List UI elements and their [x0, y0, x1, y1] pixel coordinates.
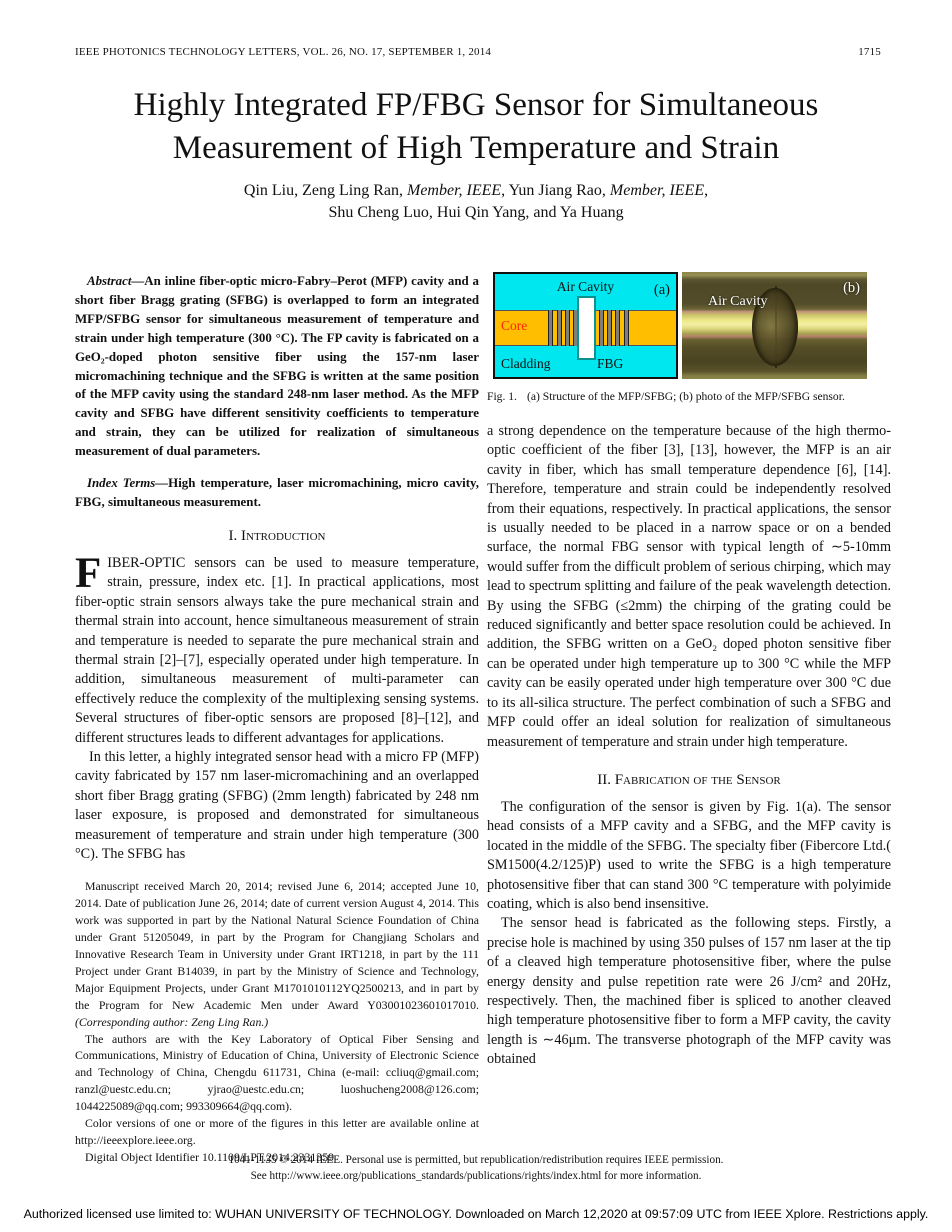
author-list — [0, 180, 952, 224]
footnote-manuscript-text: Manuscript received March 20, 2014; revised June 6, 2014; accepted June 10, 2014. Date of publication June 26, 2014; date of current version August 4, 2014. This work was supported in part by the National Natural Science Foundation of China under Grant 51205049, in part by the Program for Changjiang Scholars and Innovative Research Team in University under Grant IRT1218, in part by the 111 Project under Grant B14039, in part by the Ministry of Science and Technology, Major Equipment Projects, under Grant M1701010112YQ2500213, and in part by the Program for New Academic Men under Award Y03001023601017010. — [75, 879, 479, 1012]
fbg-grating-stripe — [599, 310, 604, 346]
author-names: Qin Liu, Zeng Ling Ran, — [243, 182, 407, 199]
figure-1-panels — [493, 272, 867, 379]
author-line2: Shu Cheng Luo, Hui Qin Yang, and Ya Huang — [328, 204, 624, 221]
intro-paragraph-2: In this letter, a highly integrated sensor head with a micro FP (MFP) cavity fabricated by 157 nm laser-micromachining and an overlapped short fiber Bragg grating (SFBG) (2mm length) fabricated by 248 nm laser exposure, is proposed and demonstrated for simultaneous measurement of temperature and strain under high temperature (300 °C). The SFBG has — [75, 748, 479, 862]
index-terms — [75, 474, 479, 512]
left-column — [75, 272, 479, 1166]
journal-citation: IEEE PHOTONICS TECHNOLOGY LETTERS, VOL. 26, NO. 17, SEPTEMBER 1, 2014 — [75, 46, 492, 58]
right-column — [487, 272, 891, 1070]
corresponding-author-note: (Corresponding author: Zeng Ling Ran.) — [75, 1014, 269, 1029]
member-designation: Member, IEEE — [406, 182, 502, 199]
photo-air-cavity-label: Air Cavity — [708, 294, 768, 309]
author-names: , Yun Jiang Rao, — [501, 182, 610, 199]
fbg-grating-stripe — [607, 310, 612, 346]
section-heading-introduction: I. Introduction — [228, 527, 326, 544]
section-heading-fabrication: II. Fabrication of the Sensor — [597, 771, 781, 788]
figure-1a-structure-diagram — [493, 272, 678, 379]
continued-paragraph: a strong dependence on the temperature because of the high thermo-optic coefficient of the fiber [3], [13], however, the MFP is an air cavity in fiber, which has small temperature dependence [6], [14]. Therefore, temperature and strain could be independently resolved from their equations, respectively. In practical applications, the sensor is usually needed to be placed in a narrow space or on a bended surface, the normal FBG sensor with typical length of ∼5-10mm would suffer from the difficult problem of serious chirping, which may lead to spectrum splitting and failure of the peak wavelength detection. By using the SFBG (≤2mm) the chirping of the grating could be reduced significantly and better space resolution could be achieved. In addition, the SFBG written on a GeO₂ doped photon sensitive fiber can be operated under high temperature up to 300 °C while the MFP cavity can be easily operated under high temperature over 300 °C due to its all-silica structure. The perfect combination of such a SFBG and MFP could offer an ideal solution for realization of simultaneous measurement of temperature and strain under high temperature. — [487, 423, 891, 750]
figure-1 — [493, 272, 867, 379]
fbg-grating-stripe — [615, 310, 620, 346]
license-notice: Authorized licensed use limited to: WUHAN UNIVERSITY OF TECHNOLOGY. Downloaded on March 12,2020 at 09:57:09 UTC from IEEE Xplore. Restrictions apply. — [23, 1207, 929, 1221]
panel-b-tag: (b) — [843, 280, 860, 296]
fbg-grating-stripe — [565, 310, 570, 346]
footnote-color-versions: Color versions of one or more of the figures in this letter are available online at http://ieeexplore.ieee.org. — [75, 1116, 479, 1147]
abstract-text: An inline fiber-optic micro-Fabry–Perot (MFP) cavity and a short fiber Bragg grating (SFBG) is overlapped to form an integrated MFP/SFBG sensor for simultaneous measurement of temperature and strain under high temperature (300 °C). The FP cavity is fabricated on a GeO₂-doped photon sensitive fiber using the 157-nm laser micromachining technique and the SFBG is written at the same position of the MFP cavity using the standard 248-nm laser method. As the MFP cavity and SFBG have different sensitivity coefficients to temperature and strain, they can be utilized for realization of simultaneous measurement of dual parameters. — [75, 274, 479, 459]
intro-paragraph-1 — [75, 549, 479, 748]
author-line1 — [0, 180, 952, 202]
core-label: Core — [501, 318, 528, 333]
first-page-footnote — [75, 878, 479, 1165]
running-head — [75, 46, 881, 58]
abstract-label: Abstract— — [87, 274, 145, 288]
footnote-doi: Digital Object Identifier 10.1109/LPT.2014.2331359 — [85, 1149, 335, 1164]
air-cavity-shape — [577, 296, 596, 360]
author-names: , — [704, 182, 709, 199]
abstract — [75, 272, 479, 461]
copyright-line2: See http://www.ieee.org/publications_standards/publications/rights/index.html for more information. — [250, 1170, 702, 1182]
drop-cap: F — [75, 549, 102, 597]
cladding-label: Cladding — [501, 356, 551, 371]
member-designation: Member, IEEE — [609, 182, 705, 199]
figure-caption-tag: Fig. 1. — [487, 390, 517, 403]
footnote-manuscript — [75, 878, 479, 1030]
fbg-grating-stripe — [548, 310, 553, 346]
intro-paragraph-1-text: IBER-OPTIC sensors can be used to measure temperature, strain, pressure, index etc. [1]. In practical applications, most fiber-optic strain sensors always take the pure mechanical strain and thermal strain into account, hence simultaneous measurement of strain and temperature is needed to separate the pure mechanical strain and thermal strain [2]–[7], especially operated under high temperature. In addition, simultaneous measurement of multi-parameter can effectively reduce the complexity of the multiplexing sensing systems. Several structures of fiber-optic sensors are proposed [8]–[12], and different structures leads to different advantages for applications. — [75, 554, 479, 746]
index-terms-text: High temperature, laser micromachining, micro cavity, FBG, simultaneous measurement. — [75, 476, 479, 509]
figure-caption-text: (a) Structure of the MFP/SFBG; (b) photo of the MFP/SFBG sensor. — [526, 390, 845, 403]
index-terms-label: Index Terms— — [87, 476, 169, 491]
panel-a-tag: (a) — [653, 282, 670, 298]
copyright-footer — [0, 1152, 952, 1184]
title-block — [0, 84, 952, 170]
page-number: 1715 — [858, 46, 881, 58]
fbg-grating-stripe — [557, 310, 562, 346]
paper-title-line2: Measurement of High Temperature and Strain — [172, 130, 780, 166]
fbg-grating-stripe — [624, 310, 629, 346]
air-cavity-label: Air Cavity — [556, 279, 615, 294]
footnote-affiliation: The authors are with the Key Laboratory of Optical Fiber Sensing and Communications, Ministry of Education of China, University of Electronic Science and Technology of China, Chengdu 611731, China (e-mail: ccliuq@gmail.com; ranzl@uestc.edu.cn; yjrao@uestc.edu.cn; luoshucheng2008@126.com; 1044225089@qq.com; 993309664@qq.com). — [75, 1031, 479, 1114]
figure-1b-sensor-photo — [682, 272, 867, 379]
fabrication-paragraph-1: The configuration of the sensor is given by Fig. 1(a). The sensor head consists of a MFP cavity and a SFBG, and the MFP cavity is located in the middle of the SFBG. The specialty fiber (Fibercore Ltd.( SM1500(4.2/125)P) used to write the SFBG is a high temperature photosensitive fiber that can stand 300 °C temperature with polyimide coating, which is also bend insensitive. — [487, 798, 891, 912]
fbg-label: FBG — [597, 356, 624, 371]
fabrication-paragraph-2: The sensor head is fabricated as the following steps. Firstly, a precise hole is machined by using 350 pulses of 157 nm laser at the tip of a cleaved high temperature photosensitive fiber, where the pulse energy density and pulse repetition rate were 26 J/cm² and 20Hz, respectively. Then, the machined fiber is spliced to another cleaved high temperature photosensitive fiber to form a MFP cavity, the cavity length is ∼46μm. The transverse photograph of the MFP cavity was obtained — [487, 915, 891, 1068]
paper-title-line1: Highly Integrated FP/FBG Sensor for Simultaneous — [133, 87, 819, 123]
copyright-line1: 1041-1135 © 2014 IEEE. Personal use is permitted, but republication/redistribution requires IEEE permission. — [228, 1154, 724, 1166]
figure-1-caption — [487, 390, 891, 403]
